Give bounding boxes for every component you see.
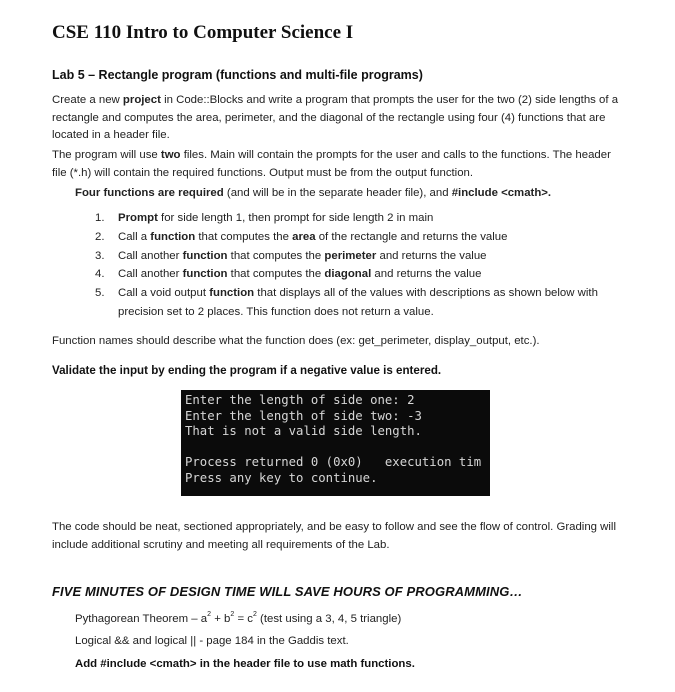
exponent: 2	[207, 611, 212, 618]
tip-text: + b	[211, 613, 231, 625]
intro-bold-project: project	[122, 94, 161, 106]
files-text-1: The program will use	[52, 149, 158, 161]
logical-tip: Logical && and logical || - page 184 in the Gaddis text.	[75, 635, 349, 647]
req-text: Call another	[118, 249, 183, 262]
req-text: that computes the	[195, 230, 293, 243]
req-text: Call another	[118, 268, 183, 281]
console-line: That is not a valid side length.	[185, 424, 422, 439]
list-item	[95, 284, 620, 322]
req-text: that displays all of the values with descriptions as shown below with precision set to 2 places. This function does not return a value.	[118, 287, 598, 318]
console-output	[181, 390, 490, 496]
exponent: 2	[230, 611, 235, 618]
tip-text: = c	[234, 613, 253, 625]
req-bold: perimeter	[324, 249, 377, 262]
intro-text-1: Create a new	[52, 94, 120, 106]
console-line: Press any key to continue.	[185, 471, 378, 485]
validate-heading: Validate the input by ending the program if a negative value is entered.	[52, 364, 442, 377]
req-text: and returns the value	[376, 249, 487, 262]
tip-text: (test using a 3, 4, 5 triangle)	[256, 613, 402, 625]
list-item	[95, 265, 620, 284]
files-paragraph	[52, 147, 627, 182]
console-line: Enter the length of side one: 2	[185, 393, 415, 407]
course-title: CSE 110 Intro to Computer Science I	[52, 22, 354, 43]
console-line: Enter the length of side two: -3	[185, 408, 422, 423]
req-text: that computes the	[227, 249, 325, 262]
lab-heading: Lab 5 – Rectangle program (functions and multi-file programs)	[52, 68, 423, 82]
req-bold: function	[182, 249, 228, 262]
req-text: and returns the value	[371, 268, 482, 281]
list-item	[95, 209, 620, 228]
list-number: 3.	[95, 249, 105, 262]
intro-text-2: in Code::Blocks and write a program that prompts the user for the two (2) side lengths of a rectangle and computes the area, perimeter, and the diagonal of the rectangle using four (4) functions that are located in a header file.	[52, 94, 619, 141]
list-number: 2.	[95, 230, 105, 243]
req-bold: Prompt	[118, 212, 158, 224]
design-heading: FIVE MINUTES OF DESIGN TIME WILL SAVE HOURS OF PROGRAMMING…	[52, 584, 523, 599]
exponent: 2	[252, 611, 257, 618]
naming-note: Function names should describe what the function does (ex: get_perimeter, display_output, etc.).	[52, 335, 540, 347]
list-number: 5.	[95, 287, 105, 300]
req-bold: function	[209, 287, 255, 300]
req-text: of the rectangle and returns the value	[315, 230, 508, 243]
req-text: that computes the	[227, 268, 325, 281]
req-bold: diagonal	[324, 268, 372, 281]
files-bold-two: two	[160, 149, 181, 161]
req-text: Call a	[118, 230, 151, 243]
requirements-list	[95, 209, 620, 322]
req-intro-text: (and will be in the separate header file), and	[226, 187, 449, 199]
list-number: 4.	[95, 268, 105, 281]
code-quality-note: The code should be neat, sectioned appropriately, and be easy to follow and see the flow of control. Grading will include additional scrutiny and meeting all requirements of the Lab.	[52, 521, 616, 551]
list-item	[95, 247, 620, 266]
console-line: Process returned 0 (0x0) execution tim	[185, 455, 482, 470]
req-intro-include: #include <cmath>.	[451, 187, 552, 199]
list-item	[95, 228, 620, 247]
intro-paragraph	[52, 92, 627, 145]
list-number: 1.	[95, 212, 105, 224]
files-text-2: files. Main will contain the prompts for the user and calls to the functions. The header file (*.h) will contain the required functions. Output must be from the output function.	[52, 149, 611, 179]
tip-text: Pythagorean Theorem – a	[75, 613, 208, 625]
req-bold: function	[150, 230, 196, 243]
req-bold: area	[292, 230, 316, 243]
req-text: Call a void output	[118, 287, 210, 300]
req-text: for side length 1, then prompt for side length 2 in main	[157, 212, 434, 224]
pythagorean-tip	[75, 613, 401, 625]
req-bold: function	[182, 268, 228, 281]
req-intro-bold: Four functions are required	[75, 187, 224, 199]
requirements-intro	[75, 187, 551, 199]
include-tip: Add #include <cmath> in the header file to use math functions.	[75, 658, 415, 670]
